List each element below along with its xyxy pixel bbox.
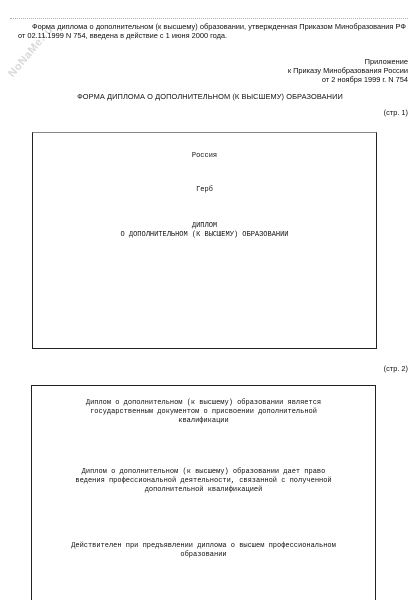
diploma-title-line-2: О ДОПОЛНИТЕЛЬНОМ (К ВЫСШЕМУ) ОБРАЗОВАНИИ bbox=[120, 231, 289, 239]
diploma-page-2-frame bbox=[31, 385, 376, 600]
diploma-title-line-1: ДИПЛОМ bbox=[191, 222, 218, 230]
document-header-note: Форма диплома о дополнительном (к высшему) образовании, утвержденная Приказом Минобразования РФ от 02.11.1999 N 754, введена в действие с 1 июня 2000 года. bbox=[18, 22, 406, 40]
diploma-page-1-frame bbox=[32, 132, 377, 349]
header-divider bbox=[10, 18, 408, 19]
appendix-line-2: к Приказу Минобразования России bbox=[287, 66, 408, 75]
emblem-placeholder: Герб bbox=[196, 186, 213, 194]
page2-para2-line3: дополнительной квалификацией bbox=[144, 486, 263, 494]
page2-para1-line2: государственным документом о присвоении дополнительной bbox=[90, 408, 317, 416]
watermark-logo: NoNaMe.ru bbox=[6, 24, 56, 80]
form-title: ФОРМА ДИПЛОМА О ДОПОЛНИТЕЛЬНОМ (К ВЫСШЕМУ) ОБРАЗОВАНИИ bbox=[77, 92, 343, 101]
page2-para2-line1: Диплом о дополнительном (к высшему) образовании дает право bbox=[81, 468, 326, 476]
appendix-line-1: Приложение bbox=[364, 57, 408, 66]
appendix-block bbox=[228, 57, 408, 84]
page2-para3-line1: Действителен при предъявлении диплома о высшем профессиональном bbox=[71, 542, 336, 550]
country-name: Россия bbox=[191, 152, 218, 160]
appendix-line-3: от 2 ноября 1999 г. N 754 bbox=[321, 75, 408, 84]
page2-para2-line2: ведения профессиональной деятельности, связанной с полученной bbox=[75, 477, 332, 485]
page2-para3-line2: образовании bbox=[180, 551, 227, 559]
page2-para1-line3: квалификации bbox=[178, 417, 229, 425]
page-2-label: (стр. 2) bbox=[383, 364, 408, 373]
page-1-label: (стр. 1) bbox=[383, 108, 408, 117]
page2-para1-line1: Диплом о дополнительном (к высшему) образовании является bbox=[85, 399, 322, 407]
